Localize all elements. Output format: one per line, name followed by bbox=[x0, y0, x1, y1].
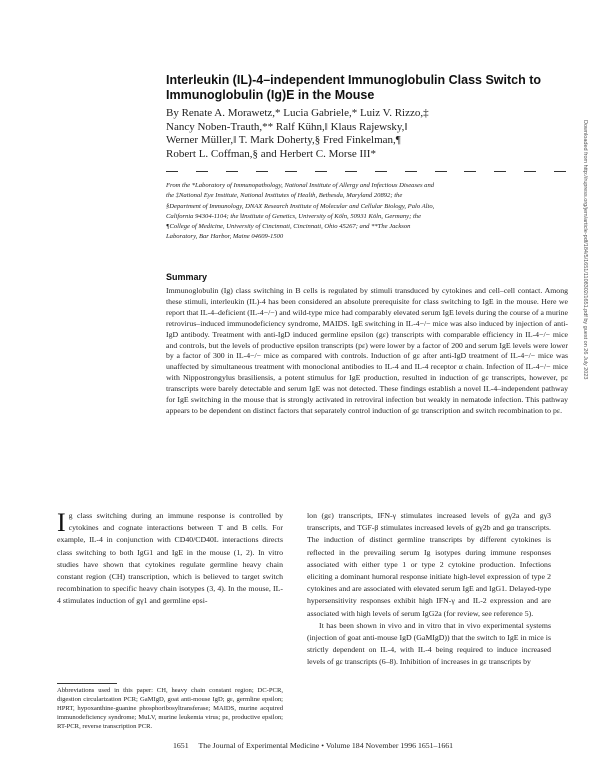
body-column-left bbox=[57, 510, 283, 608]
footnote-divider bbox=[57, 683, 117, 684]
body-left-text: g class switching during an immune response is controlled by cytokines and cognate interactions between T and B cells. For example, IL-4 in conjunction with CD40/CD40L interactions directs class switching to both IgG1 and IgE in the mouse (1, 2). In vitro studies have shown that cytokines regulate germline heavy chain constant region (CH) transcription, which is believed to target switch recombination to specific heavy chain isotypes (3, 4). In the mouse, IL-4 stimulates induction of gγ1 and germline epsi- bbox=[57, 511, 283, 606]
author-line: Werner Müller,‖ T. Mark Doherty,§ Fred Finkelman,¶ bbox=[166, 134, 401, 146]
article-title: Interleukin (IL)-4–independent Immunoglobulin Class Switch to Immunoglobulin (Ig)E in the Mouse bbox=[166, 73, 542, 102]
journal-citation: The Journal of Experimental Medicine • Volume 184 November 1996 1651–1661 bbox=[198, 741, 454, 750]
affiliations bbox=[166, 181, 516, 243]
drop-cap: I bbox=[57, 508, 66, 537]
page-number: 1651 bbox=[173, 741, 189, 750]
affiliation-line: the ‡National Eye Institute, National Institutes of Health, Bethesda, Maryland 20892; the bbox=[166, 192, 403, 200]
download-watermark-link[interactable]: Downloaded from http://rupress.org/jem/article-pdf/184/5/1651/1108302/1651.pdf by guest on 26 July 2023 bbox=[582, 120, 588, 380]
affiliation-line: ¶College of Medicine, University of Cincinnati, Cincinnati, Ohio 45267; and **The Jackson bbox=[166, 223, 411, 231]
body-right-paragraph-1: lon (gε) transcripts, IFN-γ stimulates increased levels of gγ2a and gγ3 transcripts, and TGF-β stimulates increased levels of gγ2b and gα transcripts. The induction of distinct germline transcripts by different cytokines is reflected in the prevailing serum Ig isotypes during immune responses associated with either type 1 or type 2 cytokine production. Infections eliciting a dominant humoral response initiate high-level expression of type 2 cytokines and are associated with elevated serum IgE and IgG1. Delayed-type hypersensitivity responses exhibit high IFN-γ and IL-2 expression and are associated with high levels of serum IgG2a (for review, see reference 5). bbox=[307, 511, 551, 618]
affiliation-line: California 94304-1104; the ‖Institute of Genetics, University of Köln, 50931 Köln, Germany; the bbox=[166, 212, 422, 220]
affiliation-line: Laboratory, Bar Harbor, Maine 04609-1500 bbox=[166, 233, 284, 241]
affiliation-line: §Department of Immunology, DNAX Research Institute of Molecular and Cellular Biology, Palo Alto, bbox=[166, 202, 435, 210]
abbreviations-footnote: Abbreviations used in this paper: CH, heavy chain constant region; DC-PCR, digestion circularization PCR; GaMIgD, goat anti-mouse IgD; gε, germline epsilon; HPRT, hypoxanthine-guanine phosphoribosyltransferase; MAIDS, murine acquired immunodeficiency syndrome; MuLV, murine leukemia virus; pε, productive epsilon; RT-PCR, reverse transcription PCR. bbox=[57, 687, 283, 730]
body-column-right bbox=[307, 510, 551, 669]
author-line: By Renate A. Morawetz,* Lucia Gabriele,* Luiz V. Rizzo,‡ bbox=[166, 107, 429, 119]
summary-heading: Summary bbox=[166, 272, 208, 282]
author-list bbox=[166, 107, 566, 161]
author-line: Robert L. Coffman,§ and Herbert C. Morse III* bbox=[166, 147, 376, 160]
body-right-paragraph-2: It has been shown in vivo and in vitro that in vivo experimental systems (injection of goat anti-mouse IgD (GaMIgD)) that the switch to IgE in mice is strictly dependent on IL-4, with IL-4 being required to induce increased levels of gε transcripts (6–8). Inhibition of increases in gε transcripts by bbox=[307, 620, 551, 667]
affiliation-line: From the *Laboratory of Immunopathology, National Institute of Allergy and Infectious Diseases and bbox=[166, 182, 435, 189]
author-line: Nancy Noben-Trauth,** Ralf Kühn,‖ Klaus Rajewsky,‖ bbox=[166, 120, 408, 133]
page-footer bbox=[57, 741, 557, 750]
decorative-dash-rule bbox=[166, 171, 566, 175]
summary-text: Immunoglobulin (Ig) class switching in B cells is regulated by stimuli transduced by cytokines and cell–cell contact. Among these stimuli, interleukin (IL)-4 has been considered an absolute prerequisite for class switching to IgE in the mouse. Here we report that IL-4–deficient (IL-4−/−) and wild-type mice had comparably elevated serum IgE levels during the course of a murine retrovirus–induced immunodeficiency syndrome, MAIDS. IgE switching in IL-4−/− mice was also induced by injection of anti-IgD antibody. Treatment with anti-IgD induced germline epsilon (gε) transcripts with comparable efficiency in IL-4−/− mice and controls, but the levels of productive epsilon transcripts (pε) were lower by a factor of 200 and serum IgE levels were lower by a factor of 300 in IL-4−/− mice as compared with controls. Induction of gε after anti-IgD treatment of IL-4−/− mice was unaffected by simultaneous treatment with monoclonal antibodies to IL-4 and IL-4 receptor α chain. Infection of IL-4−/− mice with Nippostrongylus brasiliensis, a potent stimulus for IgE production, resulted in induction of gε transcripts, however, pε transcripts were barely detectable and serum IgE was not detected. These findings establish a novel IL-4–independent pathway for IgE switching in the mouse that is strongly activated in retroviral infection but weakly in nematode infection. This pathway appears to be dependent on distinct factors that separately control induction of gε transcription and switch recombination to pε. bbox=[166, 286, 568, 415]
